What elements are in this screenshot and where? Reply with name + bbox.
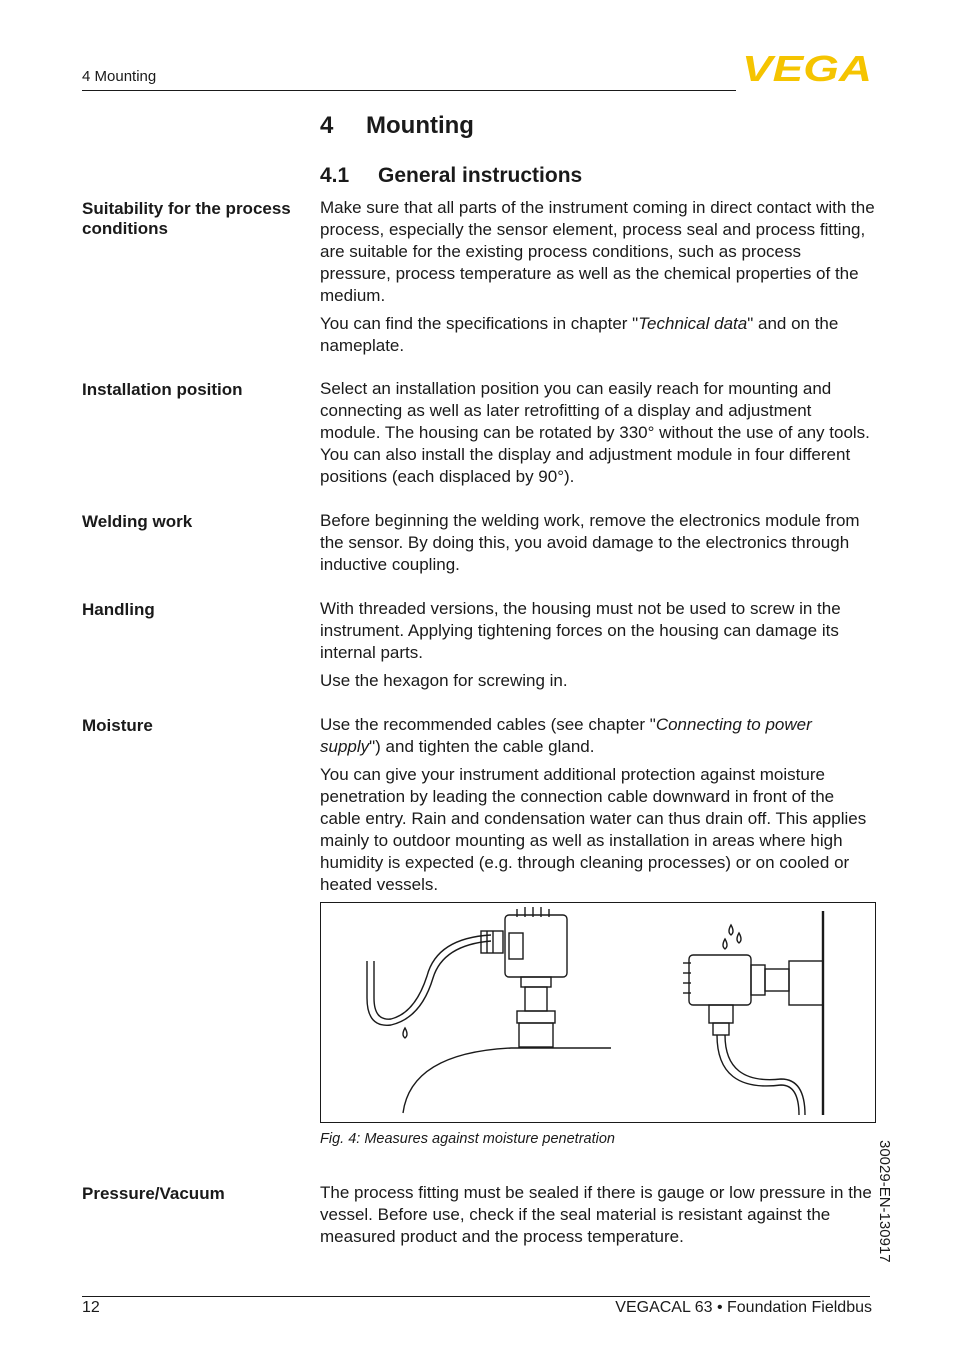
paragraph: With threaded versions, the housing must not be used to screw in the instrument. Applying tightening forces on the housing can damage its internal parts. [320, 599, 841, 662]
moisture-text [320, 714, 876, 902]
footer-product: VEGACAL 63 • Foundation Fieldbus [615, 1299, 872, 1316]
vertical-mount-drawing [367, 907, 611, 1113]
paragraph: Make sure that all parts of the instrument coming in direct contact with the process, especially the sensor element, process seal and process fitting, are suitable for the existing process conditions, such as process pressure, process temperature as well as the chemical properties of the medium. [320, 198, 875, 305]
chapter-title [320, 112, 474, 140]
logo-text: VEGA [742, 52, 872, 84]
page-number: 12 [82, 1299, 100, 1316]
running-header: 4 Mounting [82, 68, 157, 85]
document-number-text: 30029-EN-130917 [876, 1140, 893, 1263]
suitability-text [320, 197, 876, 363]
sidebar-label-handling: Handling [82, 600, 155, 619]
section-number: 4.1 [320, 164, 350, 187]
vega-logo [742, 52, 872, 84]
chapter-reference: Connecting to power supply [320, 715, 812, 756]
sidebar-label-installation: Installation position [82, 380, 243, 399]
section-title-text: General instructions [378, 164, 583, 187]
handling-text [320, 598, 876, 698]
sidebar-label-welding: Welding work [82, 512, 193, 531]
sidebar-label-pressure: Pressure/Vacuum [82, 1184, 225, 1203]
section-title [320, 164, 582, 188]
sidebar-label-moisture: Moisture [82, 716, 153, 735]
paragraph: Before beginning the welding work, remove the electronics module from the sensor. By doing this, you avoid damage to the electronics through inductive coupling. [320, 511, 860, 574]
pressure-text [320, 1182, 876, 1254]
chapter-number: 4 [320, 112, 334, 139]
header-rule [82, 90, 736, 91]
paragraph: Use the recommended cables (see chapter "Connecting to power supply") and tighten the cable gland. [320, 715, 812, 756]
footer-rule [82, 1296, 870, 1297]
paragraph: The process fitting must be sealed if there is gauge or low pressure in the vessel. Before use, check if the seal material is resistant against the measured product and the process temperature. [320, 1183, 872, 1246]
paragraph: Use the hexagon for screwing in. [320, 671, 568, 690]
paragraph: You can give your instrument additional protection against moisture penetration by leading the connection cable downward in front of the cable entry. Rain and condensation water can thus drain off. This applies mainly to outdoor mounting as well as installation in areas where high humidity is expected (e.g. through cleaning processes) or on cooled or heated vessels. [320, 765, 867, 894]
figure-caption: Fig. 4: Measures against moisture penetration [320, 1131, 615, 1147]
chapter-reference: Technical data [638, 314, 748, 333]
installation-text [320, 378, 876, 494]
document-number [876, 1140, 906, 1290]
welding-text [320, 510, 876, 582]
horizontal-mount-drawing [683, 911, 823, 1115]
sidebar-label-suitability: Suitability for the process conditions [82, 199, 291, 238]
paragraph: Select an installation position you can easily reach for mounting and connecting as well as later retrofitting of a display and adjustment module. The housing can be rotated by 330° without the use of any tools. You can also install the display and adjustment module in four different positions (each displaced by 90°). [320, 379, 870, 486]
chapter-title-text: Mounting [366, 112, 474, 139]
paragraph: You can find the specifications in chapter "Technical data" and on the nameplate. [320, 314, 839, 355]
moisture-figure [320, 902, 876, 1123]
